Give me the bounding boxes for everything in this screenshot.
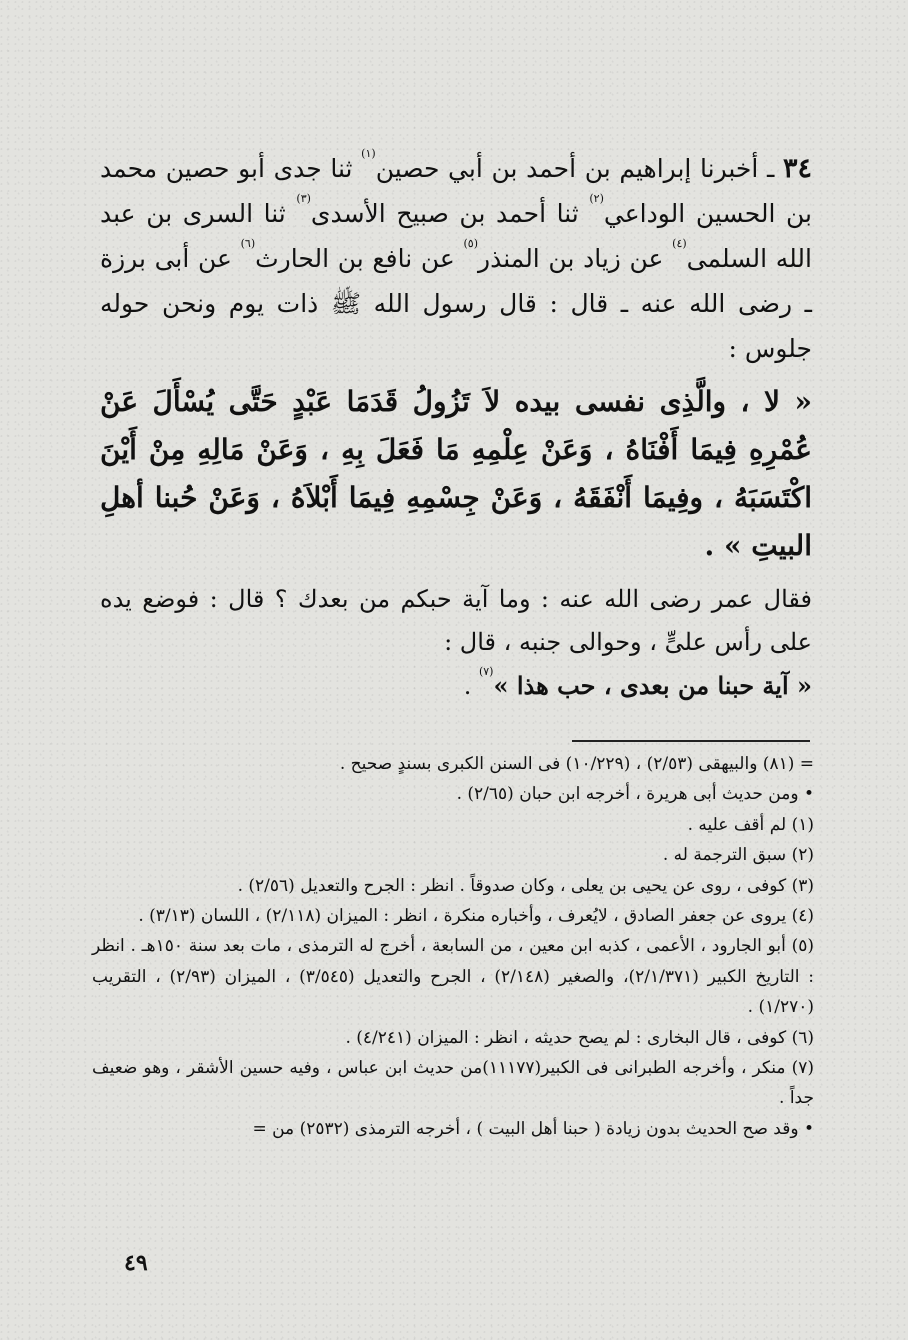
footnote-ref-5: (٥)	[463, 237, 478, 250]
isnad-text-7: عن أبى برزة ـ رضى الله عنه ـ قال : قال رسول الله ﷺ ذات يوم ونحن حوله جلوس :	[100, 244, 812, 363]
footnote: (٦) كوفى ، قال البخارى : لم يصح حديثه ، انظر : الميزان (٤/٢٤١) .	[345, 1027, 814, 1048]
footnote: (٢) سبق الترجمة له .	[662, 845, 814, 866]
hadith-number: ٣٤	[782, 153, 812, 184]
footnote-separator	[572, 740, 810, 742]
footnote-ref-6: (٦)	[240, 237, 256, 250]
isnad-text-6: عن نافع بن الحارث	[255, 244, 455, 273]
footnote: (٧) منكر ، وأخرجه الطبرانى فى الكبير(١١١٧٧)من حديث ابن عباس ، وفيه حسين الأشقر ، وهو ضعيف جداً .	[92, 1058, 814, 1109]
story-quote: « آية حبنا من بعدى ، حب هذا »	[493, 671, 812, 700]
footnote: • ومن حديث أبى هريرة ، أخرجه ابن حبان (٢/٦٥) .	[456, 784, 814, 805]
footnote: = (٨١) والبيهقى (٢/٥٣) ، (١٠/٢٢٩) فى السنن الكبرى بسندٍ صحيح .	[339, 754, 814, 774]
isnad-text-3: ثنا أحمد بن صبيح الأسدى	[310, 199, 579, 228]
footnote: • وقد صح الحديث بدون زيادة ( حبنا أهل البيت ) ، أخرجه الترمذى (٢٥٣٢) من =	[252, 1118, 814, 1139]
number-dash: ـ	[767, 154, 775, 183]
footnote: (٣) كوفى ، روى عن يحيى بن يعلى ، وكان صدوقاً . انظر : الجرح والتعديل (٢/٥٦) .	[237, 875, 814, 896]
footnotes	[92, 749, 814, 1144]
story-end: .	[463, 672, 479, 700]
footnote: (١) لم أقف عليه .	[687, 814, 814, 835]
footnote-ref-4: (٤)	[672, 237, 687, 250]
footnote-ref-1: (١)	[361, 147, 376, 160]
footnote: (٤) يروى عن جعفر الصادق ، لايُعرف ، وأخباره منكرة ، انظر : الميزان (٢/١١٨) ، اللسان (٣/١٣) .	[138, 906, 814, 927]
hadith-story	[100, 578, 812, 708]
footnote-ref-3: (٣)	[296, 192, 311, 205]
hadith-isnad	[100, 146, 812, 371]
isnad-text-5: عن زياد بن المنذر	[478, 244, 664, 273]
isnad-text-4: ثنا السرى بن عبد الله السلمى	[100, 199, 812, 273]
story-text: فقال عمر رضى الله عنه : وما آية حبكم من بعدك ؟ قال : فوضع يده على رأس علىٍّ ، وحوالى جنبه ، قال :	[100, 585, 812, 656]
footnote-ref-7: (٧)	[478, 665, 494, 678]
hadith-matn: « لا ، والَّذِى نفسى بيده لاَ تَزُولُ قَدَمَا عَبْدٍ حَتَّى يُسْأَلَ عَنْ عُمْرِهِ فِيمَا أَفْنَاهُ ، وَعَنْ عِلْمِهِ مَا فَعَلَ بِهِ ، وَعَنْ مَالِهِ مِنْ أَيْنَ اكْتَسَبَهُ ، وفِيمَا أَنْفَقَهُ ، وَعَنْ جِسْمِهِ فِيمَا أَبْلاَهُ ، وَعَنْ حُبنا أهلِ البيتِ » .	[100, 385, 812, 562]
isnad-text-1: أخبرنا إبراهيم بن أحمد بن أبي حصين	[375, 154, 759, 183]
footnote: (٥) أبو الجارود ، الأعمى ، كذبه ابن معين ، من السابعة ، أخرج له الترمذى ، مات بعد سنة ١٥٠هـ . انظر : التاريخ الكبير (٢/١/٣٧١)، والصغير (٢/١٤٨) ، الجرح والتعديل (٣/٥٤٥) ، الميزان (٢/٩٣) ، التقريب (١/٢٧٠) .	[92, 936, 814, 1018]
page-number: ٤٩	[124, 1250, 148, 1276]
isnad-text-2: ثنا جدى أبو حصين محمد بن الحسين الوداعي	[100, 154, 812, 228]
footnote-ref-2: (٢)	[589, 192, 604, 205]
